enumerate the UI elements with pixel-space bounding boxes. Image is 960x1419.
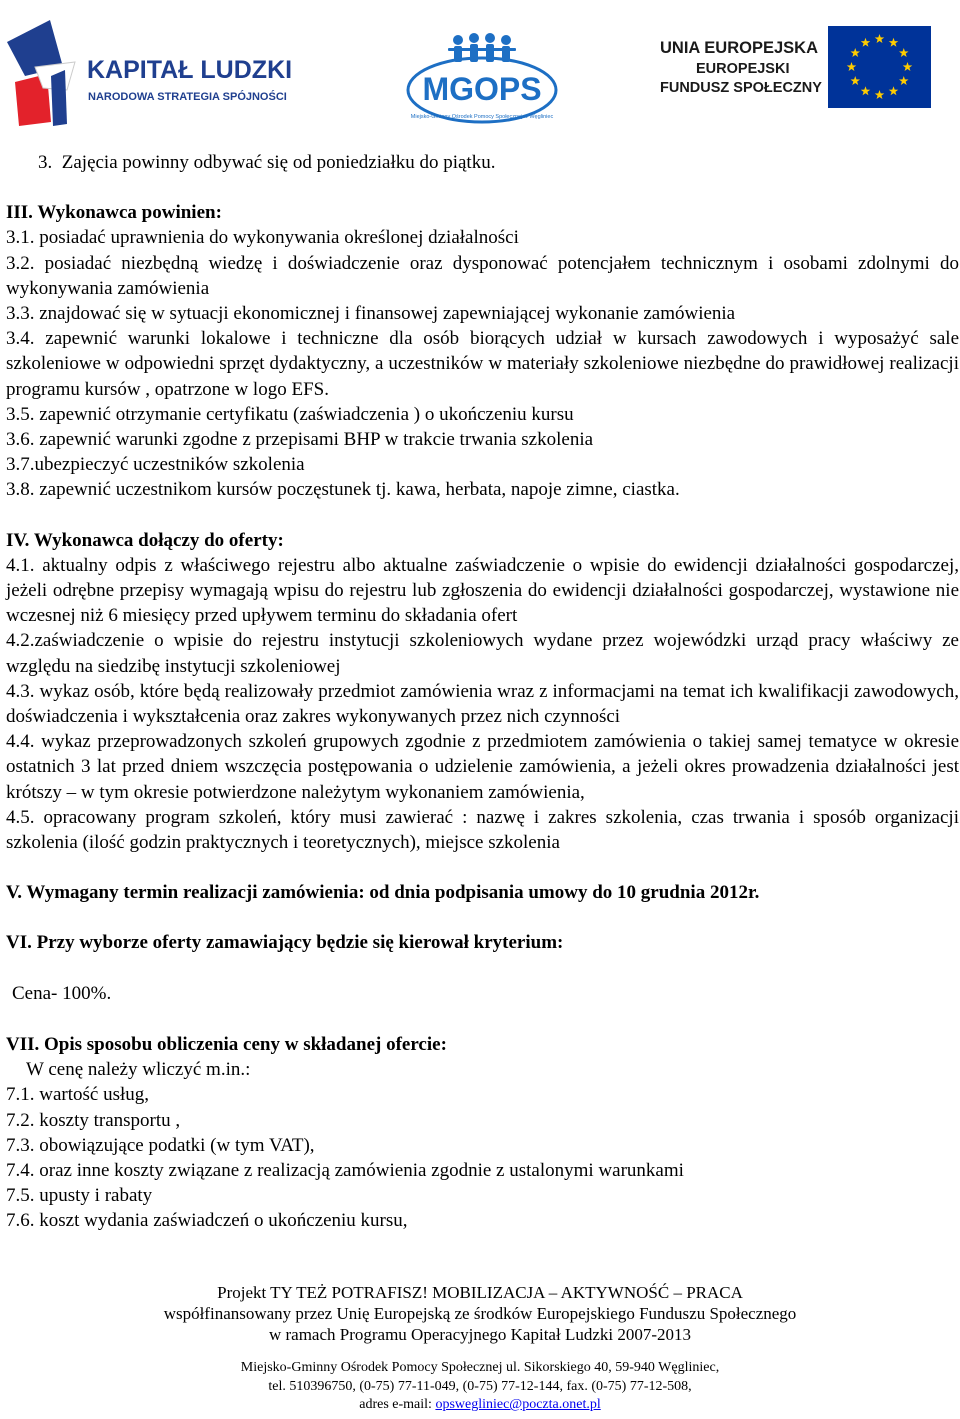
section-3-heading: III. Wykonawca powinien: — [6, 202, 222, 224]
footer-address-line: Miejsko-Gminny Ośrodek Pomocy Społecznej ul. Sikorskiego 40, 59-940 Węgliniec, — [240, 1360, 720, 1375]
item-4-5: 4.5. opracowany program szkoleń, który musi zawierać : nazwę i zakres szkolenia, czas trwania i sposób organizacji szkolenia (ilość godzin praktycznych i teoretycznych), miejsce szkolenia — [6, 806, 959, 854]
page-footer — [0, 1282, 960, 1415]
item-4-4: 4.4. wykaz przeprowadzonych szkoleń grupowych zgodnie z przedmiotem zamówienia o takiej samej tematyce w okresie ostatnich 3 lat przed dniem wszczęcia postępowania o udzielenie zamówienia, a jeżeli okres prowadzenia działalności jest krótszy – w tym okresie potwierdzone należytym wykonaniem zamówienia, — [6, 731, 959, 803]
document-body — [6, 150, 959, 1234]
mgops-title: MGOPS — [422, 71, 542, 107]
footer-email-line — [0, 1396, 960, 1415]
item-7-6: 7.6. koszt wydania zaświadczeń o ukończeniu kursu, — [6, 1210, 408, 1232]
item-3-3: 3.3. znajdować się w sytuacji ekonomicznej i finansowej zapewniającej wykonanie zamówienia — [6, 303, 736, 325]
footer-email-label: adres e-mail: — [359, 1397, 436, 1412]
footer-email-link[interactable]: opswegliniec@poczta.onet.pl — [435, 1397, 601, 1412]
kl-blue-shape-2 — [51, 70, 67, 126]
item-4-2: 4.2.zaświadczenie o wpisie do rejestru instytucji szkoleniowych wydane przez wojewódzki urząd pracy właściwy ze względu na siedzibę instytucji szkoleniowej — [6, 630, 959, 677]
kl-title: KAPITAŁ LUDZKI — [87, 56, 293, 84]
eu-line3: FUNDUSZ SPOŁECZNY — [660, 80, 822, 96]
item-7-5: 7.5. upusty i rabaty — [6, 1185, 153, 1207]
item-3-4: 3.4. zapewnić warunki lokalowe i techniczne dla osób biorących udział w kursach zawodowych i wyposażyć sale szkoleniowe w odpowiedni sprzęt dydaktyczny, a uczestników w materiały szkoleniowe niezbędne do prawidłowej realizacji programu kursów , opatrzone w logo EFS. — [6, 328, 959, 400]
item-3-5: 3.5. zapewnić otrzymanie certyfikatu (zaświadczenia ) o ukończeniu kursu — [6, 403, 574, 425]
section-4-heading: IV. Wykonawca dołączy do oferty: — [6, 529, 284, 551]
section-5-heading: V. Wymagany termin realizacji zamówienia: od dnia podpisania umowy do 10 grudnia 2012r. — [6, 882, 760, 904]
item-7-3: 7.3. obowiązujące podatki (w tym VAT), — [6, 1134, 315, 1156]
item-3-8: 3.8. zapewnić uczestnikom kursów poczęstunek tj. kawa, herbata, napoje zimne, ciastka. — [6, 479, 680, 501]
item-7-2: 7.2. koszty transportu , — [6, 1109, 181, 1131]
page-header — [0, 0, 960, 135]
criterion-value: Cena- 100%. — [12, 982, 112, 1004]
eu-line1: UNIA EUROPEJSKA — [660, 39, 818, 57]
item-3-2: 3.2. posiadać niezbędną wiedzę i doświadczenie oraz dysponować potencjałem technicznym i osobami zdolnymi do wykonywania zamówienia — [6, 252, 959, 299]
kl-subtitle: NARODOWA STRATEGIA SPÓJNOŚCI — [88, 91, 287, 103]
item-3-6: 3.6. zapewnić warunki zgodne z przepisami BHP w trakcie trwania szkolenia — [6, 429, 594, 451]
item-3-1: 3.1. posiadać uprawnienia do wykonywania określonej działalności — [6, 227, 519, 249]
section-6-heading: VI. Przy wyborze oferty zamawiający będzie się kierował kryterium: — [6, 932, 564, 954]
item-7-1: 7.1. wartość usług, — [6, 1084, 150, 1106]
eu-line2: EUROPEJSKI — [696, 61, 790, 77]
footer-program-line: w ramach Programu Operacyjnego Kapitał Ludzki 2007-2013 — [268, 1325, 692, 1344]
item-4-3: 4.3. wykaz osób, które będą realizowały przedmiot zamówienia wraz z informacjami na temat ich kwalifikacji zawodowych, doświadczenia i wykształcenia oraz zakres wykonywanych przez nich czynności — [6, 680, 959, 728]
footer-project-line: Projekt TY TEŻ POTRAFISZ! MOBILIZACJA – AKTYWNOŚĆ – PRACA — [217, 1283, 743, 1302]
section-7-intro: W cenę należy wliczyć m.in.: — [26, 1059, 251, 1081]
item-4-1: 4.1. aktualny odpis z właściwego rejestru albo aktualne zaświadczenie o wpisie do ewidencji działalności gospodarczej, jeżeli odrębne przepisy wymagają wpisu do rejestru lub zgłoszenia do ewidencji działalności gospodarczej, wystawione nie wczesnej niż 6 miesięcy przed upływem terminu do składania ofert — [6, 554, 959, 627]
item-3: 3. Zajęcia powinny odbywać się od poniedziałku do piątku. — [38, 152, 496, 173]
kapital-ludzki-logo — [5, 12, 305, 130]
footer-funding-line: współfinansowany przez Unię Europejską ze środków Europejskiego Funduszu Społecznego — [163, 1304, 797, 1323]
mgops-logo — [402, 30, 562, 125]
footer-phone-line: tel. 510396750, (0-75) 77-11-049, (0-75) 77-12-144, fax. (0-75) 77-12-508, — [268, 1378, 692, 1394]
eu-logo — [628, 0, 960, 128]
section-7-heading: VII. Opis sposobu obliczenia ceny w składanej ofercie: — [6, 1033, 447, 1055]
mgops-arc-text: Miejsko-Gminny Ośrodek Pomocy Społecznej w Węgliniec — [410, 114, 554, 120]
item-3-7: 3.7.ubezpieczyć uczestników szkolenia — [6, 454, 305, 476]
item-7-4: 7.4. oraz inne koszty związane z realizacją zamówienia zgodnie z ustalonymi warunkami — [6, 1159, 684, 1181]
